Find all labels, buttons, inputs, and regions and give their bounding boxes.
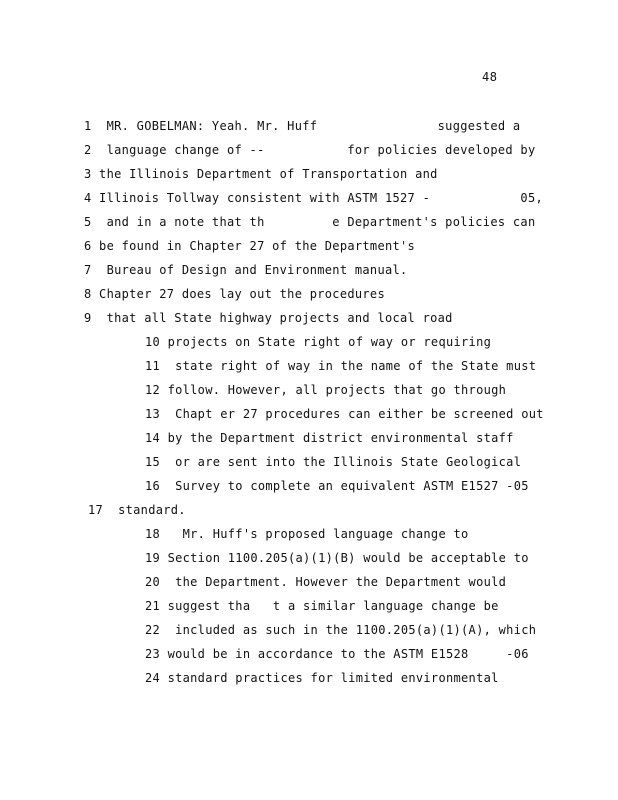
transcript-line-21: 21 suggest tha t a similar language change be	[145, 599, 499, 613]
transcript-line-15: 15 or are sent into the Illinois State Geological	[145, 455, 522, 469]
transcript-line-13: 13 Chapt er 27 procedures can either be screened out	[145, 407, 544, 421]
transcript-line-7: 7 Bureau of Design and Environment manual.	[84, 263, 408, 277]
transcript-line-4: 4 Illinois Tollway consistent with ASTM 1527 - 05,	[84, 191, 544, 205]
transcript-line-17: 17 standard.	[88, 503, 186, 517]
transcript-line-16: 16 Survey to complete an equivalent ASTM E1527 -05	[145, 479, 529, 493]
transcript-line-18: 18 Mr. Huff's proposed language change to	[145, 527, 469, 541]
transcript-line-14: 14 by the Department district environmental staff	[145, 431, 514, 445]
transcript-line-10: 10 projects on State right of way or requiring	[145, 335, 492, 349]
transcript-line-5: 5 and in a note that th e Department's policies can	[84, 215, 536, 229]
transcript-line-2: 2 language change of -- for policies developed by	[84, 143, 536, 157]
transcript-line-1: 1 MR. GOBELMAN: Yeah. Mr. Huff suggested a	[84, 119, 521, 133]
transcript-line-22: 22 included as such in the 1100.205(a)(1)(A), which	[145, 623, 537, 637]
transcript-line-12: 12 follow. However, all projects that go through	[145, 383, 507, 397]
transcript-line-24: 24 standard practices for limited environmental	[145, 671, 499, 685]
page-number: 48	[482, 70, 498, 84]
transcript-line-3: 3 the Illinois Department of Transportation and	[84, 167, 438, 181]
transcript-line-20: 20 the Department. However the Department would	[145, 575, 507, 589]
transcript-line-19: 19 Section 1100.205(a)(1)(B) would be acceptable to	[145, 551, 529, 565]
transcript-line-23: 23 would be in accordance to the ASTM E1528 -06	[145, 647, 529, 661]
transcript-line-8: 8 Chapter 27 does lay out the procedures	[84, 287, 385, 301]
transcript-line-6: 6 be found in Chapter 27 of the Department's	[84, 239, 416, 253]
transcript-line-11: 11 state right of way in the name of the State must	[145, 359, 537, 373]
transcript-line-9: 9 that all State highway projects and local road	[84, 311, 453, 325]
